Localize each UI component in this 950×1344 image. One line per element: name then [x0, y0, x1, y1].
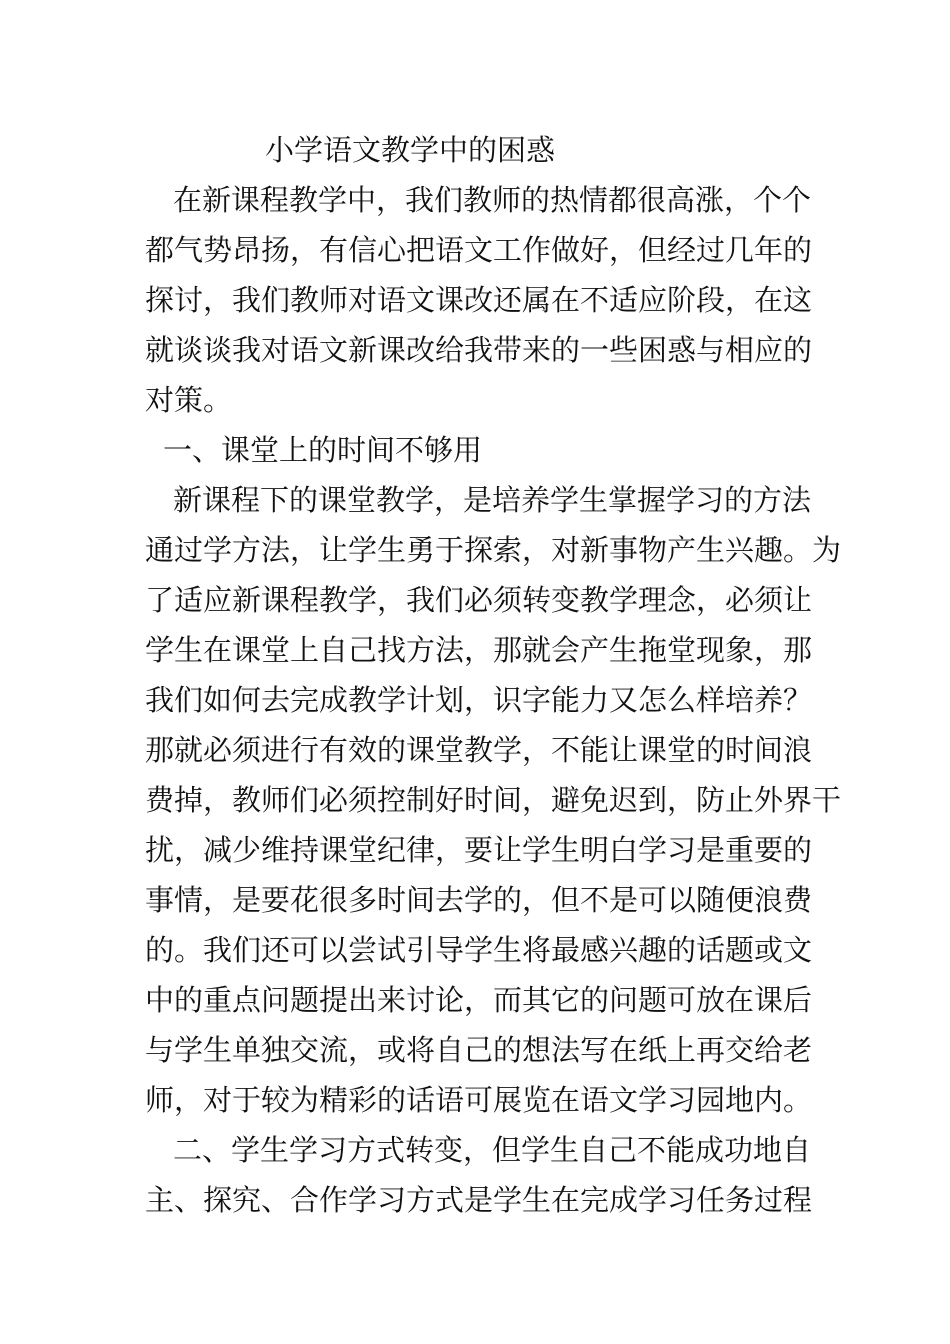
text-line: 那就必须进行有效的课堂教学，不能让课堂的时间浪	[145, 733, 813, 767]
text-line: 二、学生学习方式转变，但学生自己不能成功地自	[173, 1133, 812, 1167]
section-2-paragraph	[145, 1125, 813, 1225]
text-line: 我们如何去完成教学计划，识字能力又怎么样培养？	[145, 683, 813, 717]
document-title: 小学语文教学中的困惑	[265, 133, 556, 167]
text-line: 对策。	[145, 383, 233, 417]
text-line: 通过学方法，让学生勇于探索，对新事物产生兴趣。为	[145, 533, 842, 567]
text-line: 费掉，教师们必须控制好时间，避免迟到，防止外界干	[145, 783, 842, 817]
text-line: 与学生单独交流，或将自己的想法写在纸上再交给老	[145, 1033, 813, 1067]
section-heading-1: 一、课堂上的时间不够用	[163, 433, 483, 467]
text-line: 都气势昂扬，有信心把语文工作做好，但经过几年的	[145, 233, 813, 267]
text-line: 主、探究、合作学习方式是学生在完成学习任务过程	[145, 1183, 813, 1217]
text-line: 事情，是要花很多时间去学的，但不是可以随便浪费	[145, 883, 813, 917]
section-1-paragraph	[145, 475, 842, 1125]
text-line: 扰，减少维持课堂纪律，要让学生明白学习是重要的	[145, 833, 813, 867]
intro-paragraph	[145, 175, 813, 425]
text-line: 师，对于较为精彩的话语可展览在语文学习园地内。	[145, 1083, 813, 1117]
text-line: 探讨，我们教师对语文课改还属在不适应阶段，在这	[145, 283, 813, 317]
text-line: 了适应新课程教学，我们必须转变教学理念，必须让	[145, 583, 813, 617]
text-line: 在新课程教学中，我们教师的热情都很高涨，个个	[173, 183, 812, 217]
text-line: 就谈谈我对语文新课改给我带来的一些困惑与相应的	[145, 333, 813, 367]
text-line: 新课程下的课堂教学，是培养学生掌握学习的方法	[173, 483, 812, 517]
text-line: 学生在课堂上自己找方法，那就会产生拖堂现象，那	[145, 633, 813, 667]
text-line: 中的重点问题提出来讨论，而其它的问题可放在课后	[145, 983, 813, 1017]
text-line: 的。我们还可以尝试引导学生将最感兴趣的话题或文	[145, 933, 813, 967]
document-body	[145, 125, 842, 1225]
